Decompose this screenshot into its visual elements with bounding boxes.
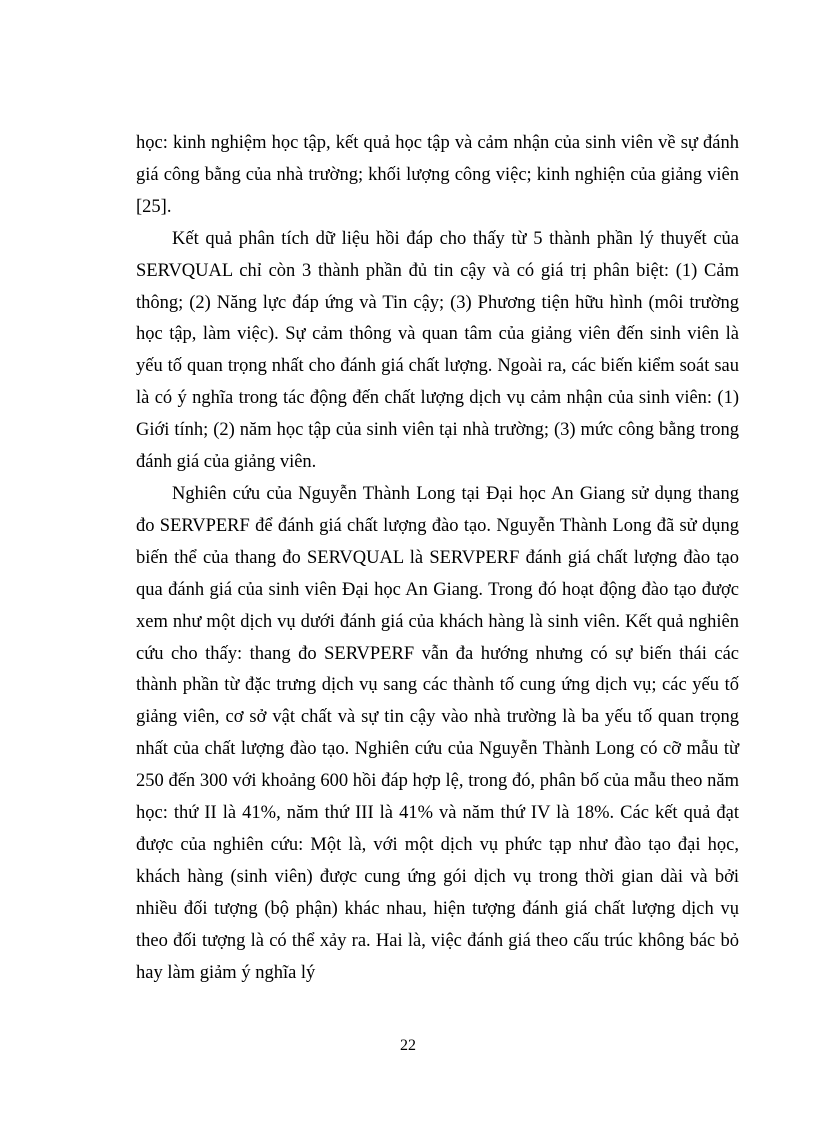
body-text (136, 128, 739, 989)
page-number: 22 (400, 1037, 416, 1054)
paragraph-continuation: học: kinh nghiệm học tập, kết quả học tập và cảm nhận của sinh viên về sự đánh giá công bằng của nhà trường; khối lượng công việc; kinh nghiện của giảng viên [25]. (136, 133, 739, 217)
paragraph-servqual-results: Kết quả phân tích dữ liệu hồi đáp cho thấy từ 5 thành phần lý thuyết của SERVQUAL chỉ còn 3 thành phần đủ tin cậy và có giá trị phân biệt: (1) Cảm thông; (2) Năng lực đáp ứng và Tin cậy; (3) Phương tiện hữu hình (môi trường học tập, làm việc). Sự cảm thông và quan tâm của giảng viên đến sinh viên là yếu tố quan trọng nhất cho đánh giá chất lượng. Ngoài ra, các biến kiểm soát sau là có ý nghĩa trong tác động đến chất lượng dịch vụ cảm nhận của sinh viên: (1) Giới tính; (2) năm học tập của sinh viên tại nhà trường; (3) mức công bằng trong đánh giá của giảng viên. (136, 228, 739, 473)
paragraph-servperf-study: Nghiên cứu của Nguyễn Thành Long tại Đại học An Giang sử dụng thang đo SERVPERF để đánh giá chất lượng đào tạo. Nguyễn Thành Long đã sử dụng biến thể của thang đo SERVQUAL là SERVPERF đánh giá chất lượng đào tạo qua đánh giá của sinh viên Đại học An Giang. Trong đó hoạt động đào tạo được xem như một dịch vụ dưới đánh giá của khách hàng là sinh viên. Kết quả nghiên cứu cho thấy: thang đo SERVPERF vẫn đa hướng nhưng có sự biến thái các thành phần từ đặc trưng dịch vụ sang các thành tố cung ứng dịch vụ; các yếu tố giảng viên, cơ sở vật chất và sự tin cậy vào nhà trường là ba yếu tố quan trọng nhất của chất lượng đào tạo. Nghiên cứu của Nguyễn Thành Long có cỡ mẫu từ 250 đến 300 với khoảng 600 hồi đáp hợp lệ, trong đó, phân bố của mẫu theo năm học: thứ II là 41%, năm thứ III là 41% và năm thứ IV là 18%. Các kết quả đạt được của nghiên cứu: Một là, với một dịch vụ phức tạp như đào tạo đại học, khách hàng (sinh viên) được cung ứng gói dịch vụ trong thời gian dài và bởi nhiều đối tượng (bộ phận) khác nhau, hiện tượng đánh giá chất lượng dịch vụ theo đối tượng là có thể xảy ra. Hai là, việc đánh giá theo cấu trúc không bác bỏ hay làm giảm ý nghĩa lý (136, 483, 739, 983)
